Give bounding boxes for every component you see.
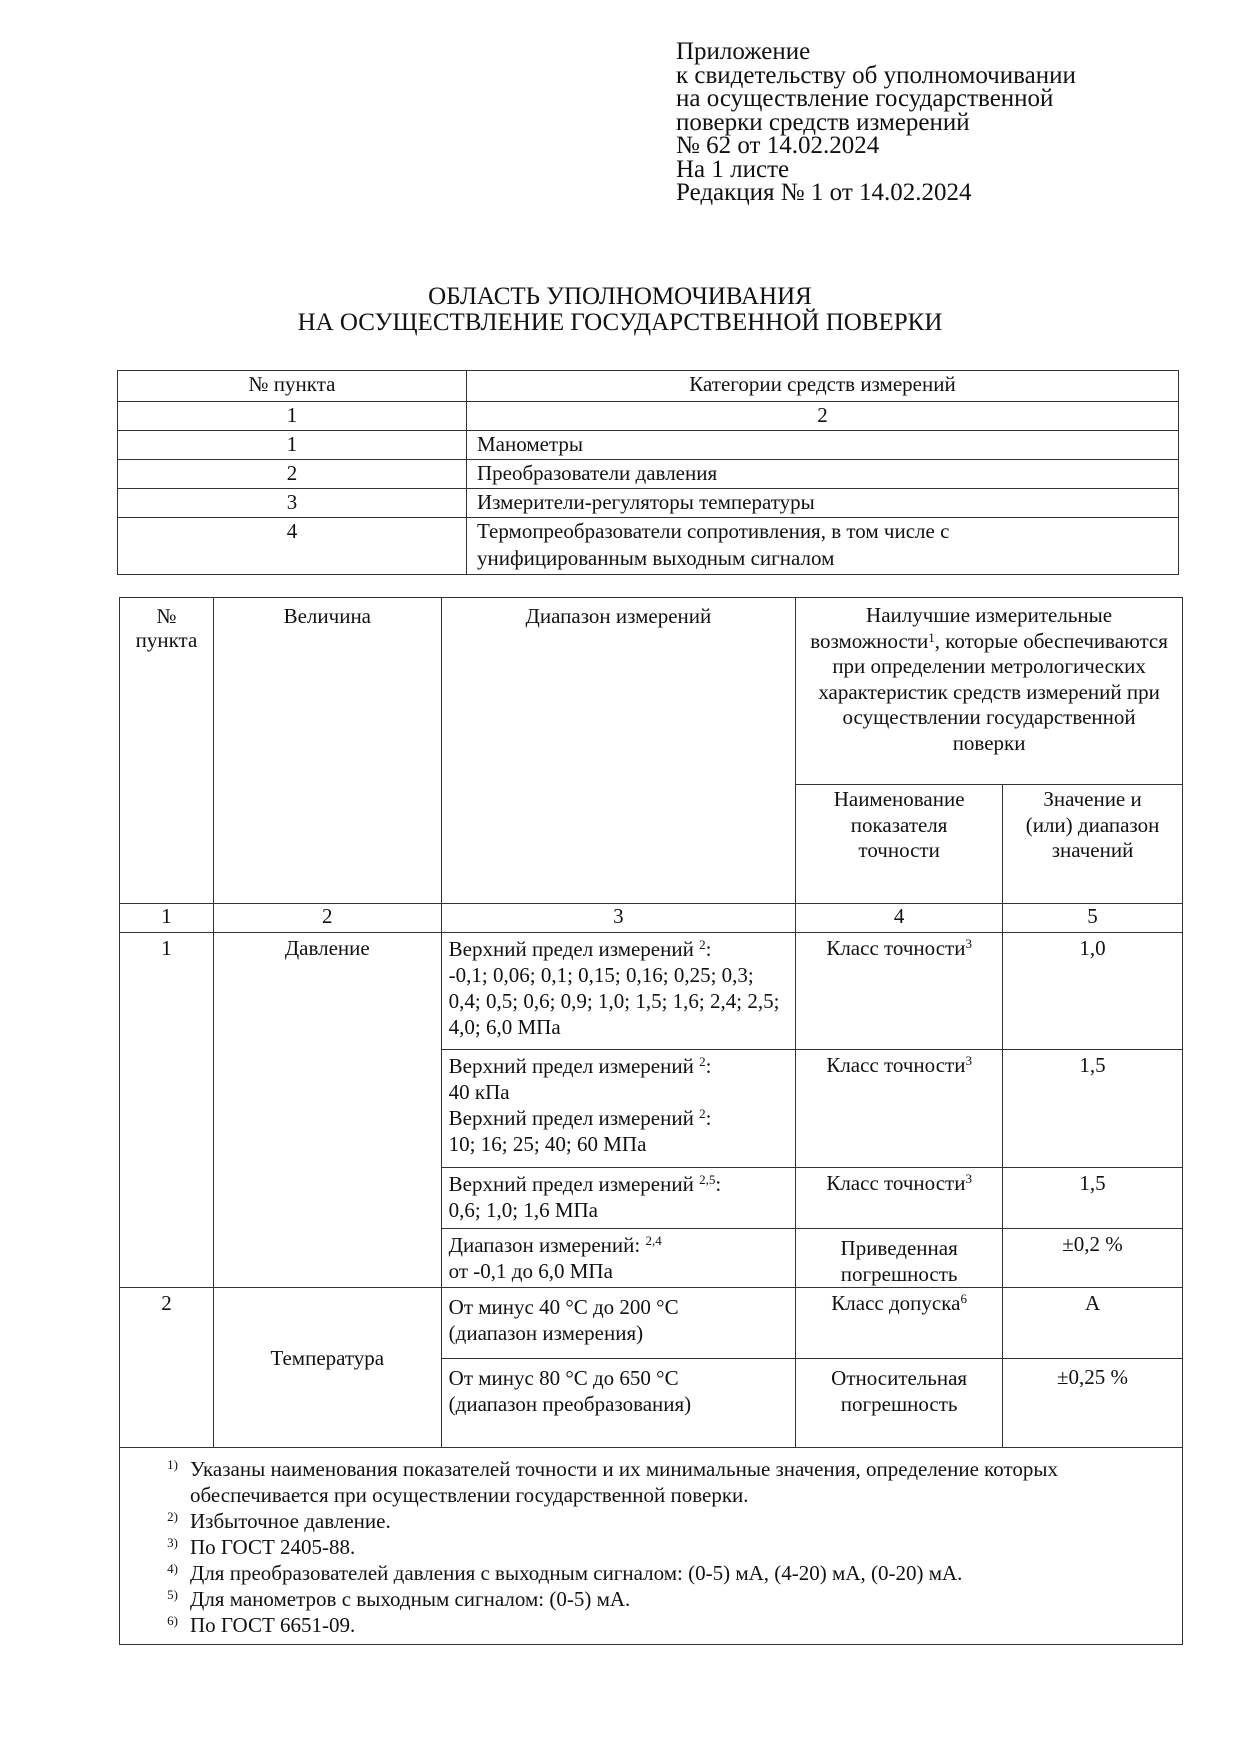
item-number: 2 <box>120 1288 214 1448</box>
column-number: 1 <box>118 402 467 431</box>
header-cell-categories: Категории средств измерений <box>467 371 1179 402</box>
footnote <box>120 1508 1182 1534</box>
table-row <box>120 1288 1183 1359</box>
footnote-number: 3) <box>167 1535 178 1550</box>
footnotes-row <box>120 1448 1183 1645</box>
row-number: 2 <box>118 460 467 489</box>
item-quantity: Температура <box>213 1288 441 1448</box>
row-category: Преобразователи давления <box>467 460 1179 489</box>
item-number: 1 <box>120 933 214 1288</box>
capabilities-text: Наилучшие измерительные возможности <box>810 603 1113 653</box>
indicator-label: Класс точности <box>826 1053 966 1077</box>
footnote <box>120 1586 1182 1612</box>
indicator-cell <box>796 1050 1003 1168</box>
category-line: Термопреобразователи сопротивления, в том числе с <box>477 519 950 543</box>
range-values: от -0,1 до 6,0 МПа <box>448 1259 613 1283</box>
value-cell: А <box>1003 1288 1183 1359</box>
footnote-text: По ГОСТ 2405-88. <box>190 1535 356 1559</box>
header-line: к свидетельству об уполномочивании <box>676 61 1076 89</box>
range-label: Верхний предел измерений <box>448 1054 694 1078</box>
footnote-text: Для преобразователей давления с выходным сигналом: (0-5) мА, (4-20) мА, (0-20) мА. <box>190 1561 963 1585</box>
footnote-ref: 2,5 <box>699 1172 716 1187</box>
footnote <box>120 1560 1182 1586</box>
footnote <box>120 1534 1182 1560</box>
row-category: Измерители-регуляторы температуры <box>467 489 1179 518</box>
header-cell-range: Диапазон измерений <box>441 598 796 904</box>
header-no-label: № пункта <box>135 604 198 652</box>
column-number: 4 <box>796 904 1003 933</box>
footnote-text: По ГОСТ 6651-09. <box>190 1613 356 1637</box>
footnote-text: Для манометров с выходным сигналом: (0-5) мА. <box>190 1587 631 1611</box>
indicator-cell <box>796 1288 1003 1359</box>
column-numbers-row <box>118 402 1179 431</box>
range-label: Верхний предел измерений <box>448 937 694 961</box>
value-cell: ±0,25 % <box>1003 1359 1183 1448</box>
range-cell: Верхний предел измерений $^2$: 40 кПа Верхний предел измерений $^2$: 10; 16; 25; 40; 60 МПа <box>441 1050 796 1168</box>
header-cell-quantity: Величина <box>213 598 441 904</box>
row-category <box>467 518 1179 575</box>
footnote-number: 4) <box>167 1561 178 1576</box>
range-cell <box>441 1229 796 1288</box>
footnote-text: Указаны наименования показателей точности и их минимальные значения, определение которых обеспечивается при осуществлении государственной поверки. <box>190 1457 1059 1507</box>
categories-table <box>117 370 1179 575</box>
footnote-ref: 1 <box>928 629 935 645</box>
footnote <box>120 1612 1182 1638</box>
table-row <box>118 489 1179 518</box>
column-number: 5 <box>1003 904 1183 933</box>
range-line: (диапазон преобразования) <box>448 1392 692 1416</box>
footnotes-cell <box>120 1448 1183 1645</box>
indicator-cell: Приведенная погрешность <box>796 1229 1003 1288</box>
header-line: № 62 от 14.02.2024 <box>676 132 880 159</box>
range-label: Диапазон измерений: <box>448 1233 641 1257</box>
category-line: унифицированным выходным сигналом <box>477 546 835 570</box>
range-values: -0,1; 0,06; 0,1; 0,15; 0,16; 0,25; 0,3; 0,4; 0,5; 0,6; 0,9; 1,0; 1,5; 1,6; 2,4; 2,5; 4,0; 6,0 МПа <box>448 963 780 1039</box>
table-row <box>118 431 1179 460</box>
footnote-ref: 2 <box>699 1106 706 1121</box>
scope-table <box>119 597 1183 1645</box>
range-values: 0,6; 1,0; 1,6 МПа <box>448 1198 598 1222</box>
range-cell: Верхний предел измерений $^{2,5}$: 0,6; 1,0; 1,6 МПа <box>441 1168 796 1229</box>
range-line: От минус 40 °С до 200 °С <box>448 1295 679 1319</box>
value-cell: 1,5 <box>1003 1168 1183 1229</box>
range-line: От минус 80 °С до 650 °С <box>448 1366 679 1390</box>
footnote-ref: 6 <box>960 1291 967 1306</box>
column-numbers-row <box>120 904 1183 933</box>
column-number: 3 <box>441 904 796 933</box>
document-title-line2: НА ОСУЩЕСТВЛЕНИЕ ГОСУДАРСТВЕННОЙ ПОВЕРКИ <box>297 309 943 336</box>
document-title-line1: ОБЛАСТЬ УПОЛНОМОЧИВАНИЯ <box>428 283 812 310</box>
header-cell-no: № пункта <box>118 371 467 402</box>
footnote-number: 6) <box>167 1613 178 1628</box>
indicator-cell <box>796 1168 1003 1229</box>
capabilities-text-cont: , которые обеспечиваются при определении метрологических характеристик средств измерений при осуществлении государственной поверки <box>818 628 1168 755</box>
footnote <box>120 1456 1182 1508</box>
header-line: На 1 листе <box>676 155 790 183</box>
range-cell <box>441 1288 796 1359</box>
header-cell-capabilities <box>796 598 1183 785</box>
row-number: 3 <box>118 489 467 518</box>
range-cell <box>441 1359 796 1448</box>
header-line: Редакция № 1 от 14.02.2024 <box>676 179 972 206</box>
table-header-row <box>120 598 1183 785</box>
footnote-number: 1) <box>167 1457 178 1472</box>
value-cell: 1,5 <box>1003 1050 1183 1168</box>
header-line: на осуществление государственной <box>676 85 1054 112</box>
header-cell-indicator-name: Наименование показателя точности <box>796 785 1003 904</box>
indicator-label: Класс допуска <box>831 1291 961 1315</box>
footnote-ref: 3 <box>965 936 972 951</box>
footnote-number: 2) <box>167 1509 178 1524</box>
table-row <box>118 460 1179 489</box>
row-number: 1 <box>118 431 467 460</box>
footnote-number: 5) <box>167 1587 178 1602</box>
footnote-ref: 2 <box>699 937 706 952</box>
appendix-header <box>676 40 1196 205</box>
column-number: 2 <box>467 402 1179 431</box>
column-number: 2 <box>213 904 441 933</box>
value-cell: ±0,2 % <box>1003 1229 1183 1288</box>
indicator-cell <box>796 933 1003 1050</box>
indicator-cell: Относительная погрешность <box>796 1359 1003 1448</box>
footnote-ref: 3 <box>965 1171 972 1186</box>
footnote-text: Избыточное давление. <box>190 1509 391 1533</box>
range-cell: Верхний предел измерений $^2$: -0,1; 0,06; 0,1; 0,15; 0,16; 0,25; 0,3; 0,4; 0,5; 0,6; 0,9; 1,0; 1,5; 1,6; 2,4; 2,5; 4,0; 6,0 МПа <box>441 933 796 1050</box>
column-number: 1 <box>120 904 214 933</box>
footnote-ref: 3 <box>965 1053 972 1068</box>
table-row <box>120 933 1183 1050</box>
footnote-ref: 2 <box>699 1054 706 1069</box>
indicator-label: Класс точности <box>826 936 966 960</box>
table-header-row <box>118 371 1179 402</box>
row-number: 4 <box>118 518 467 575</box>
indicator-label: Класс точности <box>826 1171 966 1195</box>
table-row <box>118 518 1179 575</box>
footnote-ref: 2,4 <box>645 1233 662 1248</box>
range-values: 40 кПа <box>448 1080 510 1104</box>
item-quantity: Давление <box>213 933 441 1288</box>
range-line: (диапазон измерения) <box>448 1321 644 1345</box>
header-cell-no <box>120 598 214 904</box>
header-line: поверки средств измерений <box>676 108 970 136</box>
header-cell-indicator-value: Значение и (или) диапазон значений <box>1003 785 1183 904</box>
value-cell: 1,0 <box>1003 933 1183 1050</box>
range-label: Верхний предел измерений <box>448 1172 694 1196</box>
header-line: Приложение <box>676 38 811 65</box>
range-label: Верхний предел измерений <box>448 1106 694 1130</box>
range-values: 10; 16; 25; 40; 60 МПа <box>448 1132 647 1156</box>
row-category: Манометры <box>467 431 1179 460</box>
